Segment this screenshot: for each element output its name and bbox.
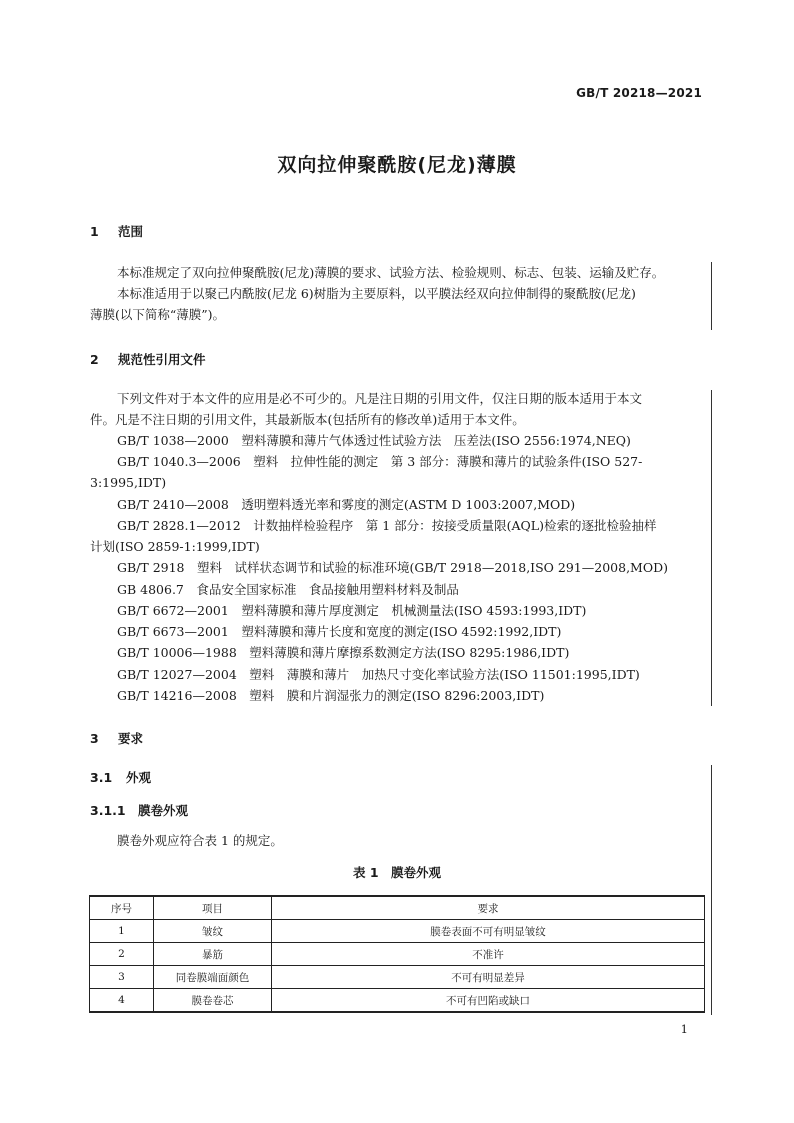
table-row — [90, 943, 705, 966]
table-row — [90, 920, 705, 943]
reference-item-continued: 3:1995,IDT) — [90, 475, 167, 490]
change-bar — [711, 262, 712, 330]
reference-item: GB/T 14216—2008 塑料 膜和片润湿张力的测定(ISO 8296:2003,IDT) — [117, 688, 545, 703]
section-title: 规范性引用文件 — [118, 352, 206, 367]
table-cell: 皱纹 — [154, 920, 272, 943]
reference-item-continued: 计划(ISO 2859-1:1999,IDT) — [90, 539, 260, 554]
subsection-3-1-heading — [90, 768, 151, 786]
scope-paragraph-1 — [90, 262, 705, 283]
section-number: 3.1 — [90, 770, 113, 785]
table-cell: 3 — [90, 966, 154, 989]
section-title: 要求 — [118, 731, 144, 746]
reference-item: GB/T 10006—1988 塑料薄膜和薄片摩擦系数测定方法(ISO 8295:1986,IDT) — [117, 645, 570, 660]
reference-item: GB/T 12027—2004 塑料 薄膜和薄片 加热尺寸变化率试验方法(ISO 11501:1995,IDT) — [117, 667, 640, 682]
reference-item: GB/T 2828.1—2012 计数抽样检验程序 第 1 部分：按接受质量限(AQL)检索的逐批检验抽样 — [117, 518, 657, 533]
reference-item: GB/T 1040.3—2006 塑料 拉伸性能的测定 第 3 部分：薄膜和薄片的试验条件(ISO 527- — [117, 454, 643, 469]
table-row — [90, 989, 705, 1013]
column-header: 项目 — [154, 896, 272, 920]
table-cell: 2 — [90, 943, 154, 966]
scope-paragraph-2 — [90, 283, 705, 325]
subsection-3-1-1-heading — [90, 801, 188, 819]
table-cell: 不可有凹陷或缺口 — [272, 989, 705, 1013]
reference-item: GB 4806.7 食品安全国家标准 食品接触用塑料材料及制品 — [117, 582, 459, 597]
table-caption: 表 1 膜卷外观 — [352, 865, 442, 880]
section-number: 3.1.1 — [90, 803, 126, 818]
reference-item: GB/T 6673—2001 塑料薄膜和薄片长度和宽度的测定(ISO 4592:1992,IDT) — [117, 624, 562, 639]
page-number: 1 — [680, 1022, 688, 1036]
section-3-heading — [90, 729, 143, 747]
paragraph-line: 薄膜(以下简称“薄膜”)。 — [90, 307, 226, 322]
references-intro — [90, 388, 705, 430]
paragraph-line: 件。凡是不注日期的引用文件，其最新版本(包括所有的修改单)适用于本文件。 — [90, 412, 525, 427]
paragraph-line: 本标准适用于以聚己内酰胺(尼龙 6)树脂为主要原料，以平膜法经双向拉伸制得的聚酰胺(尼龙) — [117, 286, 636, 301]
column-header: 序号 — [90, 896, 154, 920]
table-cell: 暴筋 — [154, 943, 272, 966]
reference-item: GB/T 1038—2000 塑料薄膜和薄片气体透过性试验方法 压差法(ISO 2556:1974,NEQ) — [117, 433, 631, 448]
section-1-heading — [90, 222, 143, 240]
change-bar — [711, 390, 712, 706]
section-title: 范围 — [118, 224, 144, 239]
standard-code: GB/T 20218—2021 — [576, 86, 702, 100]
table-cell: 不可有明显差异 — [272, 966, 705, 989]
table-cell: 膜卷卷芯 — [154, 989, 272, 1013]
table-row — [90, 966, 705, 989]
reference-item: GB/T 6672—2001 塑料薄膜和薄片厚度测定 机械测量法(ISO 4593:1993,IDT) — [117, 603, 587, 618]
table-cell: 膜卷表面不可有明显皱纹 — [272, 920, 705, 943]
section-number: 2 — [90, 352, 99, 367]
appearance-requirement-text: 膜卷外观应符合表 1 的规定。 — [117, 833, 283, 848]
section-title: 外观 — [126, 770, 152, 785]
reference-item: GB/T 2918 塑料 试样状态调节和试验的标准环境(GB/T 2918—2018,ISO 291—2008,MOD) — [117, 560, 668, 575]
section-2-heading — [90, 350, 206, 368]
paragraph-line: 本标准规定了双向拉伸聚酰胺(尼龙)薄膜的要求、试验方法、检验规则、标志、包装、运输及贮存。 — [117, 265, 665, 280]
table-cell: 1 — [90, 920, 154, 943]
column-header: 要求 — [272, 896, 705, 920]
reference-item: GB/T 2410—2008 透明塑料透光率和雾度的测定(ASTM D 1003:2007,MOD) — [117, 497, 576, 512]
section-number: 1 — [90, 224, 99, 239]
table-cell: 4 — [90, 989, 154, 1013]
document-title: 双向拉伸聚酰胺(尼龙)薄膜 — [277, 154, 517, 176]
section-number: 3 — [90, 731, 99, 746]
table-cell: 同卷膜端面颜色 — [154, 966, 272, 989]
section-title: 膜卷外观 — [138, 803, 189, 818]
table-cell: 不准许 — [272, 943, 705, 966]
table-header-row — [90, 896, 705, 920]
change-bar — [711, 765, 712, 1015]
roll-appearance-table — [89, 895, 705, 1013]
paragraph-line: 下列文件对于本文件的应用是必不可少的。凡是注日期的引用文件，仅注日期的版本适用于本文 — [117, 391, 643, 406]
